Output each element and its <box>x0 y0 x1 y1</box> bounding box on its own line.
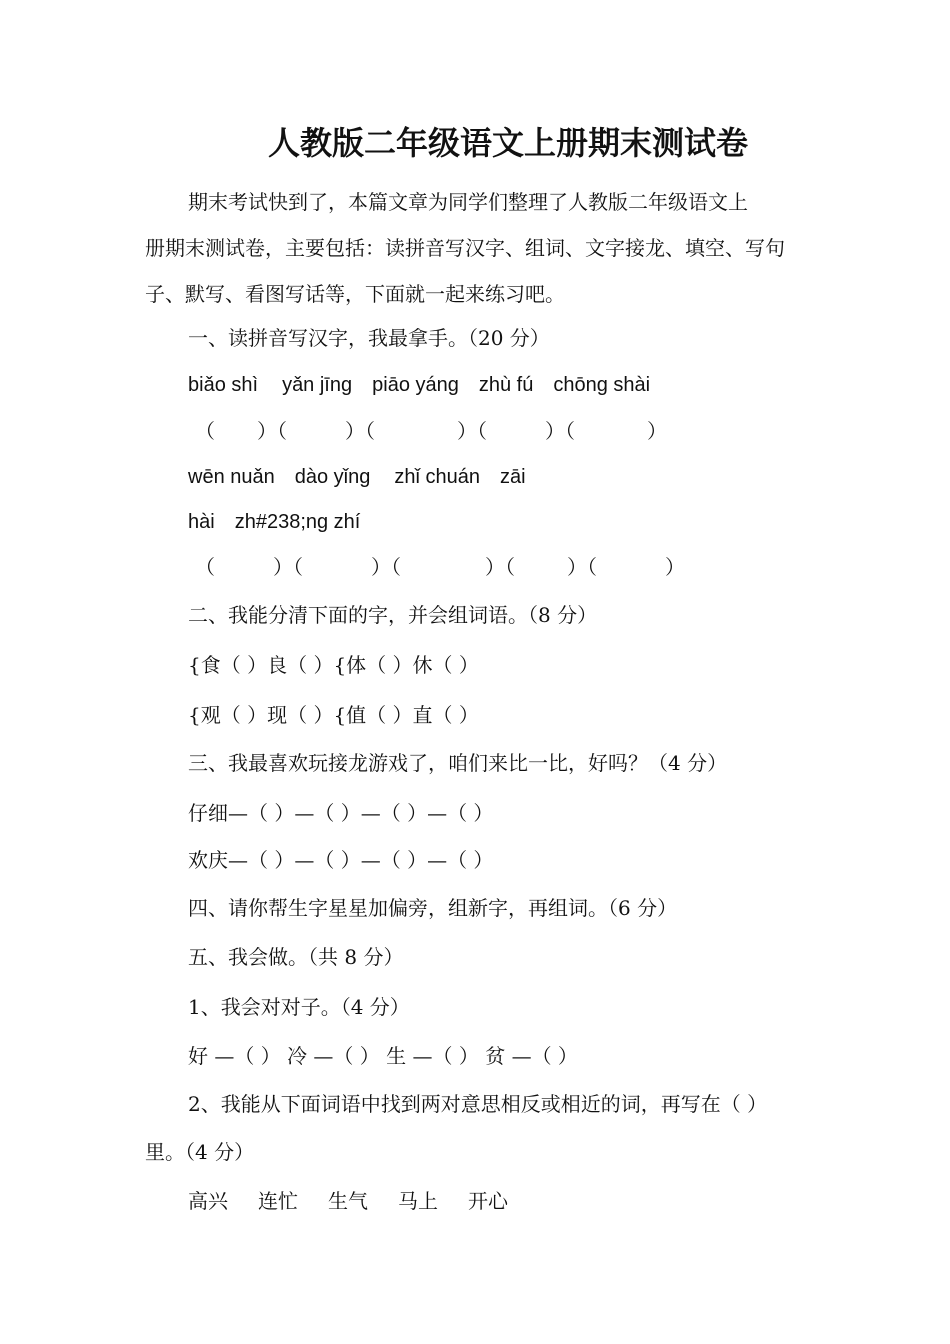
paren: ）（ <box>457 419 487 443</box>
pinyin-item: chōng shài <box>553 374 651 396</box>
pinyin-item: yǎn jīng <box>282 374 353 396</box>
word-item: 连忙 <box>258 1189 298 1213</box>
section5-question-2-line-2: 里。（4 分） <box>145 1140 255 1164</box>
pinyin-row-1 <box>188 371 650 399</box>
paren: ）（ <box>567 555 597 579</box>
paren: ）（ <box>345 419 375 443</box>
section5-question-1: 1、我会对对子。（4 分） <box>188 995 410 1019</box>
paren: ）（ <box>273 555 303 579</box>
paren: ） <box>665 555 685 579</box>
section5-heading: 五、我会做。（共 8 分） <box>188 945 404 969</box>
pinyin-item: dào yǐng <box>294 466 371 488</box>
pinyin-item: wēn nuǎn <box>188 466 275 488</box>
intro-line-2: 册期末测试卷，主要包括：读拼音写汉字、组词、文字接龙、填空、写句 <box>145 236 785 260</box>
paren: （ <box>195 555 215 579</box>
document-title: 人教版二年级语文上册期末测试卷 <box>267 124 748 162</box>
pinyin-row-2 <box>188 463 526 491</box>
paren: （ <box>195 419 215 443</box>
section2-heading: 二、我能分清下面的字，并会组词语。（8 分） <box>188 603 598 627</box>
answer-parens-row-2 <box>195 553 715 581</box>
word-item: 生气 <box>328 1189 368 1213</box>
pinyin-row-3 <box>188 508 360 536</box>
section3-heading: 三、我最喜欢玩接龙游戏了，咱们来比一比，好吗？（4 分） <box>188 751 728 775</box>
section5-question-2-line-1: 2、我能从下面词语中找到两对意思相反或相近的词，再写在（ ） <box>188 1092 768 1116</box>
answer-parens-row-1 <box>195 417 695 445</box>
word-item: 开心 <box>468 1189 508 1213</box>
section3-row-1: 仔细—（ ）—（ ）—（ ）—（ ） <box>188 801 494 825</box>
paren: ）（ <box>257 419 287 443</box>
paren: ） <box>647 419 667 443</box>
section3-row-2: 欢庆—（ ）—（ ）—（ ）—（ ） <box>188 848 494 872</box>
pinyin-item: biǎo shì <box>188 374 259 396</box>
pinyin-item: piāo yáng <box>372 374 459 396</box>
intro-line-3: 子、默写、看图写话等，下面就一起来练习吧。 <box>145 282 565 306</box>
pinyin-item: zh#238;ng zhí <box>234 511 361 533</box>
paren: ）（ <box>371 555 401 579</box>
word-item: 马上 <box>398 1189 438 1213</box>
section2-row-2: {观（ ）现（ ）{值（ ）直（ ） <box>188 703 479 727</box>
paren: ）（ <box>545 419 575 443</box>
section4-heading: 四、请你帮生字星星加偏旁，组新字，再组词。（6 分） <box>188 896 678 920</box>
pinyin-item: zhù fú <box>478 374 534 396</box>
intro-line-1: 期末考试快到了，本篇文章为同学们整理了人教版二年级语文上 <box>188 190 748 214</box>
word-list <box>188 1187 508 1215</box>
pinyin-item: hài <box>188 511 215 533</box>
pinyin-item: zhǐ chuán <box>394 466 480 488</box>
section1-heading: 一、读拼音写汉字，我最拿手。（20 分） <box>188 326 550 350</box>
word-item: 高兴 <box>188 1189 228 1213</box>
section2-row-1: {食（ ）良（ ）{体（ ）休（ ） <box>188 653 479 677</box>
pinyin-item: zāi <box>500 466 526 488</box>
paren: ）（ <box>485 555 515 579</box>
section5-question-1-row: 好 —（ ） 冷 —（ ） 生 —（ ） 贫 —（ ） <box>188 1044 578 1068</box>
